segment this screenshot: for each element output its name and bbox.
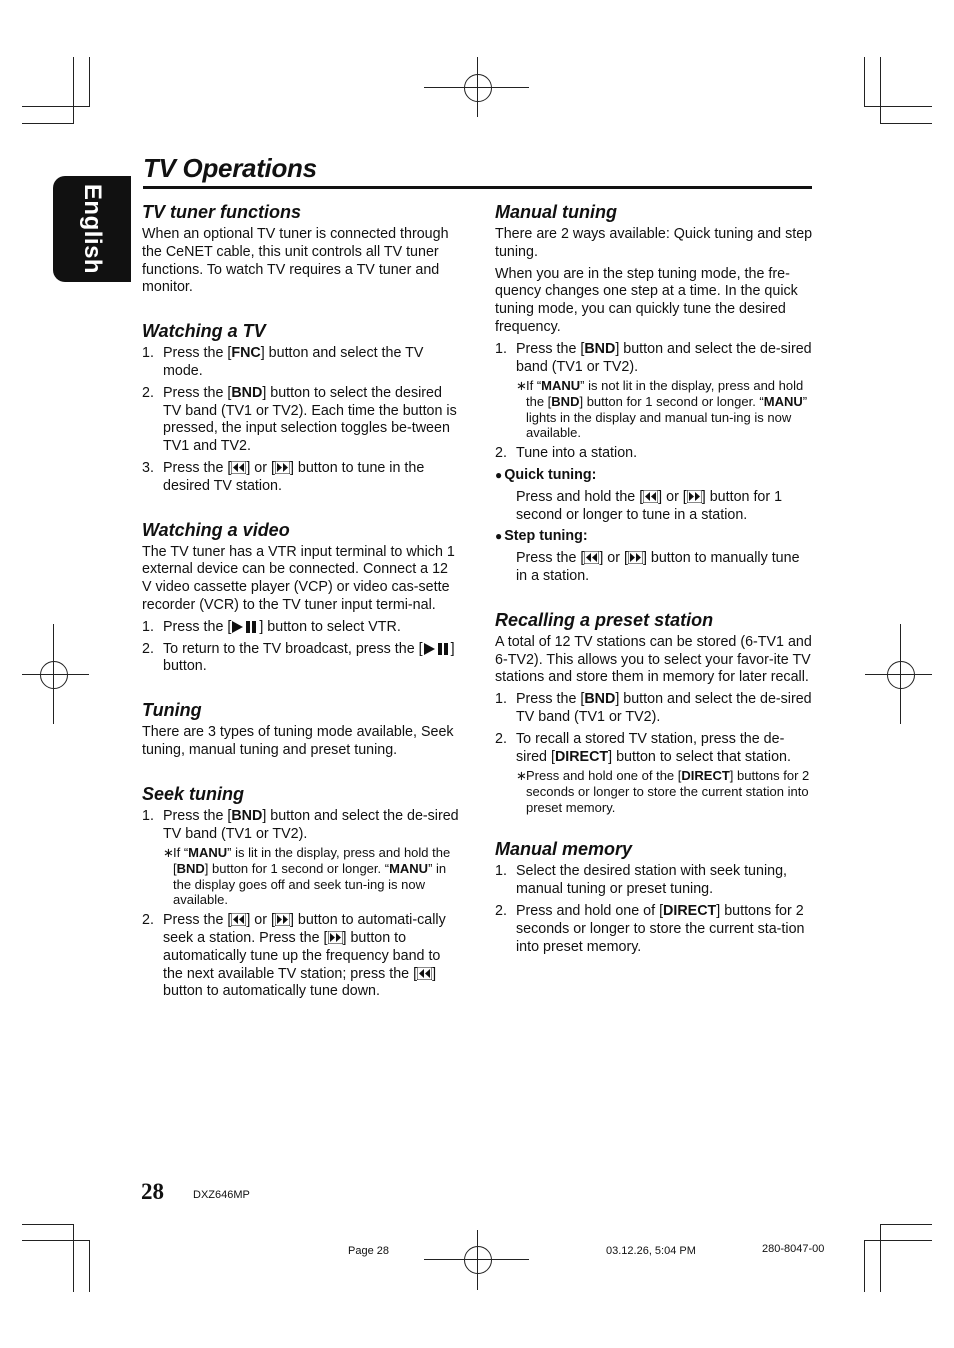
section-heading: Recalling a preset station	[495, 609, 714, 630]
note-asterisk: ∗	[163, 845, 174, 861]
rewind-icon	[643, 490, 658, 503]
right-column	[495, 200, 813, 978]
page-title: TV Operations	[143, 153, 317, 183]
text: ] button to select that station.	[608, 748, 791, 765]
section-watching-a-video	[142, 518, 460, 677]
text: Press the [	[163, 345, 232, 362]
text: If “	[526, 378, 542, 394]
text: Step tuning:	[504, 528, 588, 545]
text: ” is not lit in the display, press and hold the [	[526, 378, 804, 410]
fast-forward-icon	[628, 551, 643, 564]
list-item	[142, 345, 460, 381]
text: Press the [	[163, 618, 232, 635]
text: ] button to select VTR.	[259, 618, 401, 635]
step-tuning-heading	[495, 528, 813, 546]
text: Press the [	[163, 459, 232, 476]
page-number: 28	[141, 1179, 164, 1204]
step-tuning-text	[495, 550, 813, 586]
text: ] or [	[599, 550, 628, 567]
text: ” in the display goes off and seek tun-ing is now available.	[173, 861, 447, 908]
list-item	[142, 460, 460, 496]
button-name: DIRECT	[663, 903, 717, 920]
text: Press and hold the [	[516, 488, 644, 505]
quick-tuning-text	[495, 489, 813, 525]
step-list	[495, 341, 813, 463]
section-heading: Manual memory	[495, 839, 633, 860]
list-item	[142, 385, 460, 456]
note-asterisk: ∗	[516, 378, 527, 394]
button-name: DIRECT	[681, 768, 730, 784]
section-tuning	[142, 698, 460, 760]
button-name: BND	[231, 807, 263, 824]
print-timestamp: 03.12.26, 5:04 PM	[606, 1245, 696, 1257]
text: ] button to select the desired TV band (TV1 or TV2). Each time the button is pressed, the input selection toggles be-tween TV1 and TV2.	[163, 384, 457, 455]
step-number: 2.	[142, 384, 154, 401]
button-name: BND	[231, 384, 263, 401]
step-number: 2.	[495, 445, 507, 462]
paragraph: There are 3 types of tuning mode available, Seek tuning, manual tuning and preset tuning.	[142, 724, 454, 758]
text: ] buttons for 2 seconds or longer to store the current station into preset memory.	[526, 768, 810, 815]
text: To return to the TV broadcast, press the [	[163, 640, 423, 657]
text: ] button and select the de-sired TV band (TV1 or TV2).	[516, 691, 812, 725]
list-item	[495, 691, 813, 727]
text: ] button for 1 second or longer. “	[204, 861, 390, 877]
paragraph: There are 2 ways available: Quick tuning and step tuning.	[495, 226, 813, 260]
text: ] button and select the de-sired TV band (TV1 or TV2).	[163, 807, 459, 842]
bullet-icon: ●	[495, 529, 503, 544]
step-list	[495, 863, 813, 956]
paragraph: When you are in the step tuning mode, the fre-quency changes one step at a time. In the quick tuning mode, you can quickly tune the desired frequency.	[495, 265, 798, 335]
section-tv-tuner-functions	[142, 200, 460, 297]
text: Press and hold one of the [	[526, 768, 682, 784]
step-list	[142, 808, 460, 1001]
text: Press the [	[163, 384, 232, 401]
text: Press the [	[516, 550, 585, 567]
paragraph: A total of 12 TV stations can be stored (6-TV1 and 6-TV2). This allows you to select your favor-ite TV stations and store them in memory for later recall.	[495, 633, 812, 686]
rewind-icon	[584, 551, 599, 564]
part-number: 280-8047-00	[762, 1243, 825, 1255]
step-number: 1.	[495, 691, 507, 708]
fast-forward-icon	[275, 913, 290, 926]
text: ] button.	[163, 640, 455, 675]
list-item	[495, 863, 813, 899]
button-name: FNC	[231, 345, 261, 362]
text: ] or [	[246, 912, 275, 929]
indicator-name: MANU	[763, 394, 803, 410]
step-number: 1.	[142, 807, 154, 824]
step-number: 1.	[495, 340, 507, 357]
button-name: BND	[584, 340, 616, 357]
text: If “	[173, 845, 189, 861]
text: Quick tuning:	[504, 466, 597, 483]
step-number: 3.	[142, 459, 154, 476]
text: ] button for 1 second or longer to tune in a station.	[516, 488, 783, 523]
section-heading: Tuning	[142, 700, 202, 721]
indicator-name: MANU	[389, 861, 429, 877]
text: Press the [	[516, 691, 585, 708]
section-heading: Seek tuning	[142, 783, 245, 804]
section-heading: Manual tuning	[495, 202, 617, 222]
section-seek-tuning	[142, 782, 460, 1001]
text: ” is lit in the display, press and hold the [	[173, 845, 451, 877]
text: ] button to automati-cally seek a station. Press the [	[163, 912, 446, 946]
step-list	[142, 619, 460, 676]
section-recalling-a-preset-station	[495, 608, 813, 816]
list-item	[495, 903, 813, 956]
text: ] button to manually tune in a station.	[516, 550, 800, 584]
text: ] or [	[658, 488, 687, 505]
text: ] or [	[246, 459, 275, 476]
list-item	[142, 641, 460, 677]
step-list	[495, 691, 813, 815]
text: Press the [	[516, 340, 585, 357]
step-number: 1.	[495, 863, 507, 880]
step-number: 2.	[495, 730, 507, 747]
list-item	[495, 445, 813, 463]
text: To recall a stored TV station, press the de-sired [	[516, 730, 785, 765]
text: Press the [	[163, 807, 232, 824]
play-pause-icon	[231, 621, 259, 633]
note	[163, 845, 460, 908]
text: Tune into a station.	[516, 445, 638, 462]
button-name: DIRECT	[554, 748, 609, 765]
step-list	[142, 345, 460, 495]
rewind-icon	[231, 913, 246, 926]
text: Select the desired station with seek tuning, manual tuning or preset tuning.	[516, 863, 788, 898]
text: Press the [	[163, 912, 232, 929]
section-manual-tuning	[495, 200, 813, 586]
text: ” lights in the display and manual tun-ing is now available.	[526, 394, 808, 441]
text: ] button and select the TV mode.	[163, 345, 424, 379]
rewind-icon	[231, 461, 246, 474]
rewind-icon	[417, 967, 432, 980]
section-heading: Watching a video	[142, 519, 290, 540]
note-asterisk: ∗	[516, 768, 527, 784]
fast-forward-icon	[687, 490, 702, 503]
text: ] button for 1 second or longer. “	[579, 394, 764, 410]
text: ] button and select the de-sired band (TV1 or TV2).	[516, 340, 812, 375]
indicator-name: MANU	[188, 845, 228, 861]
fast-forward-icon	[328, 931, 343, 944]
section-heading: TV tuner functions	[142, 202, 301, 222]
step-number: 1.	[142, 345, 154, 362]
section-manual-memory	[495, 837, 813, 956]
step-number: 2.	[142, 912, 154, 929]
section-heading: Watching a TV	[142, 321, 266, 342]
left-column	[142, 200, 460, 1023]
step-number: 2.	[142, 640, 154, 657]
text: ] button to tune in the desired TV station.	[163, 459, 425, 494]
text: Press and hold one of [	[516, 903, 664, 920]
text: ] buttons for 2 seconds or longer to store the current sta-tion into preset memory.	[516, 903, 805, 955]
list-item	[495, 731, 813, 816]
quick-tuning-heading	[495, 467, 813, 485]
fast-forward-icon	[275, 461, 290, 474]
list-item	[495, 341, 813, 441]
text: ] button to automatically tune down.	[163, 965, 437, 1000]
paragraph: The TV tuner has a VTR input terminal to which 1 external device can be connected. Connect a 12 V video cassette player (VCP) or video cas-sette recorder (VCR) to the TV tuner input termi-nal.	[142, 543, 455, 613]
list-item	[142, 912, 460, 1001]
play-pause-icon	[423, 643, 451, 655]
paragraph: When an optional TV tuner is connected through the CeNET cable, this unit controls all TV tuner functions. To watch TV requires a TV tuner and monitor.	[142, 226, 449, 296]
indicator-name: MANU	[541, 378, 581, 394]
bullet-icon: ●	[495, 467, 503, 482]
title-rule	[143, 186, 812, 189]
language-tab	[53, 176, 131, 282]
button-name: BND	[176, 861, 205, 877]
print-page-label: Page 28	[348, 1245, 389, 1257]
note	[516, 378, 813, 441]
list-item	[142, 619, 460, 637]
language-tab-label: English	[79, 183, 106, 275]
list-item	[142, 808, 460, 908]
model-number: DXZ646MP	[193, 1189, 250, 1201]
step-number: 2.	[495, 903, 507, 920]
section-watching-a-tv	[142, 319, 460, 495]
text: ] button to automatically tune up the frequency band to the next available TV station; press the [	[163, 929, 441, 982]
button-name: BND	[584, 691, 616, 708]
button-name: BND	[551, 394, 580, 410]
note	[516, 768, 813, 815]
step-number: 1.	[142, 618, 154, 635]
